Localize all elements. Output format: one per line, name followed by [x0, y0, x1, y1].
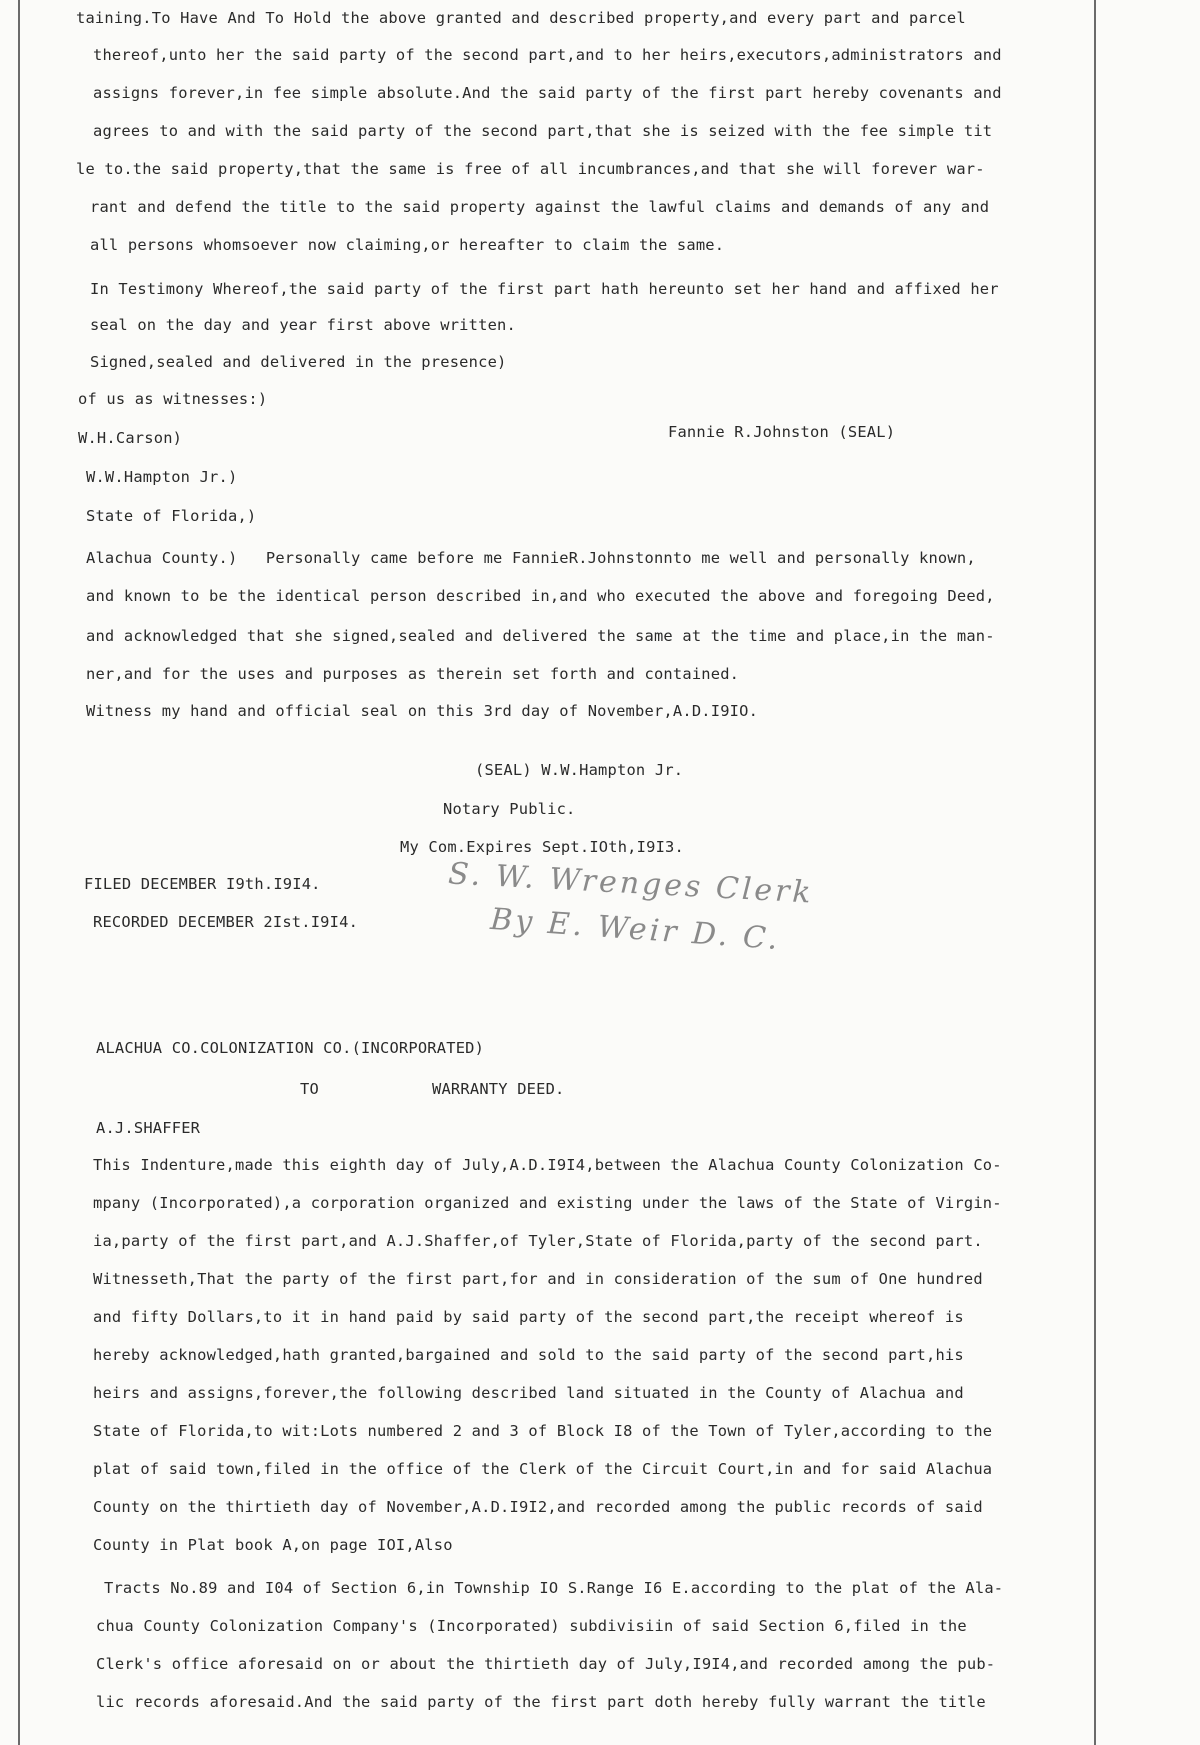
- deed2-grantee: A.J.SHAFFER: [96, 1119, 201, 1137]
- deputy-clerk-signature: By E. Weir D. C.: [489, 901, 782, 958]
- recorded-date: RECORDED DECEMBER 2Ist.I9I4.: [93, 913, 359, 931]
- ack-line-3: and acknowledged that she signed,sealed and delivered the same at the time and place,in the man-: [86, 627, 995, 645]
- deed1-line-5: le to.the said property,that the same is free of all incumbrances,and that she will forever war-: [76, 160, 985, 178]
- deed2-line-6: hereby acknowledged,hath granted,bargained and sold to the said party of the second part,his: [93, 1346, 964, 1364]
- deed1-line-4: agrees to and with the said party of the second part,that she is seized with the fee simple tit: [93, 122, 993, 140]
- deed1-line-2: thereof,unto her the said party of the second part,and to her heirs,executors,administrators and: [93, 46, 1002, 64]
- clerk-signature: S. W. Wrenges Clerk: [447, 856, 815, 911]
- deed2-line-15: lic records aforesaid.And the said party of the first part doth hereby fully warrant the title: [96, 1693, 986, 1711]
- deed1-line-10: Signed,sealed and delivered in the presence): [90, 353, 507, 371]
- witness-hampton: W.W.Hampton Jr.): [86, 468, 238, 486]
- filed-date: FILED DECEMBER I9th.I9I4.: [84, 875, 321, 893]
- deed2-line-11: County in Plat book A,on page IOI,Also: [93, 1536, 453, 1554]
- deed2-line-14: Clerk's office aforesaid on or about the thirtieth day of July,I9I4,and recorded among the pub-: [96, 1655, 996, 1673]
- deed2-line-4: Witnesseth,That the party of the first part,for and in consideration of the sum of One hundred: [93, 1270, 983, 1288]
- deed1-line-8: In Testimony Whereof,the said party of the first part hath hereunto set her hand and affixed her: [90, 280, 999, 298]
- ack-line-5: Witness my hand and official seal on this 3rd day of November,A.D.I9IO.: [86, 702, 759, 720]
- ack-line-1: Alachua County.) Personally came before me FannieR.Johnstonnto me well and personally known,: [86, 549, 976, 567]
- deed1-line-11: of us as witnesses:): [78, 390, 268, 408]
- deed1-line-6: rant and defend the title to the said property against the lawful claims and demands of any and: [90, 198, 990, 216]
- notary-title: Notary Public.: [443, 800, 576, 818]
- deed2-line-9: plat of said town,filed in the office of the Clerk of the Circuit Court,in and for said Alachua: [93, 1460, 993, 1478]
- deed1-line-7: all persons whomsoever now claiming,or hereafter to claim the same.: [90, 236, 725, 254]
- grantor-signature: Fannie R.Johnston (SEAL): [668, 423, 896, 441]
- right-margin-rule: [1094, 0, 1096, 1745]
- deed2-to: TO: [300, 1080, 319, 1098]
- deed2-line-7: heirs and assigns,forever,the following described land situated in the County of Alachua and: [93, 1384, 964, 1402]
- deed2-line-13: chua County Colonization Company's (Incorporated) subdivisiin of said Section 6,filed in the: [96, 1617, 967, 1635]
- deed1-line-1: taining.To Have And To Hold the above granted and described property,and every part and parcel: [76, 9, 966, 27]
- notary-name: (SEAL) W.W.Hampton Jr.: [475, 761, 684, 779]
- deed1-line-9: seal on the day and year first above written.: [90, 316, 516, 334]
- deed2-line-2: mpany (Incorporated),a corporation organized and existing under the laws of the State of Virgin-: [93, 1194, 1002, 1212]
- deed2-line-1: This Indenture,made this eighth day of July,A.D.I9I4,between the Alachua County Colonization Co-: [93, 1156, 1002, 1174]
- deed2-line-5: and fifty Dollars,to it in hand paid by said party of the second part,the receipt whereof is: [93, 1308, 964, 1326]
- deed1-line-3: assigns forever,in fee simple absolute.And the said party of the first part hereby covenants and: [93, 84, 1002, 102]
- deed2-line-12: Tracts No.89 and I04 of Section 6,in Township IO S.Range I6 E.according to the plat of the Ala-: [104, 1579, 1004, 1597]
- deed2-line-8: State of Florida,to wit:Lots numbered 2 and 3 of Block I8 of the Town of Tyler,according to the: [93, 1422, 993, 1440]
- deed2-line-10: County on the thirtieth day of November,A.D.I9I2,and recorded among the public records of said: [93, 1498, 983, 1516]
- ack-line-2: and known to be the identical person described in,and who executed the above and foregoing Deed,: [86, 587, 995, 605]
- deed2-line-3: ia,party of the first part,and A.J.Shaffer,of Tyler,State of Florida,party of the second part.: [93, 1232, 983, 1250]
- ack-line-4: ner,and for the uses and purposes as therein set forth and contained.: [86, 665, 740, 683]
- state-of-florida: State of Florida,): [86, 507, 257, 525]
- deed2-type: WARRANTY DEED.: [432, 1080, 565, 1098]
- witness-carson: W.H.Carson): [78, 429, 183, 447]
- notary-commission: My Com.Expires Sept.IOth,I9I3.: [400, 838, 684, 856]
- left-margin-rule: [18, 0, 20, 1745]
- deed2-grantor: ALACHUA CO.COLONIZATION CO.(INCORPORATED): [96, 1039, 485, 1057]
